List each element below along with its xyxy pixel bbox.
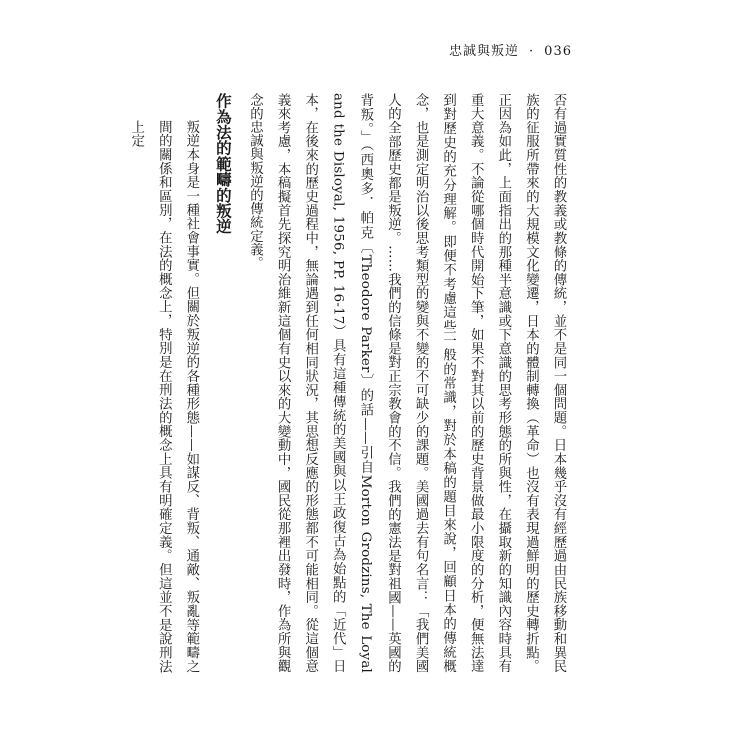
body-text	[128, 93, 572, 673]
paragraph: 叛逆本身是一種社會事實。但關於叛逆的各種形態——如謀反、背叛、通敵、叛亂等範疇之間的關係和區別，在法的概念上，特別是在刑法的概念上具有明確定義。但這並不是說刑法上定	[128, 119, 199, 673]
section-heading: 作為法的範疇的叛逆	[213, 93, 232, 235]
running-header	[449, 40, 572, 59]
paragraph: 否有過實質性的教義或教條的傳統，並不是同一個問題。日本幾乎沒有經歷過由民族移動和異民族的征服所帶來的大規模文化變遷，日本的體制轉換（革命）也沒有表現過鮮明的歷史轉折點。正因為如此，上面指出的那種半意識或下意識的思考形態的所與性，在攝取新的知識內容時具有重大意義。不論從哪個時代開始下筆，如果不對其以前的歷史背景做最小限度的分析，便無法達到對歷史的充分理解。即便不考慮這些一般的常識，對於本稿的題目來說，回顧日本的傳統概念，也是測定明治以後思考類型的變與不變的不可缺少的課題。美國過去有句名言：「我們美國人的全部歷史都是叛逆。……我們的信條是對正宗教會的不信。我們的憲法是對祖國——英國的背叛。」（西奧多．帕克〔Theodore Parker〕的話——引自Morton Grodzins, The Loyal and the Disloyal, 1956, PP. 16-17）具有這種傳統的美國與以王政復古為始點的「近代」日本，在後來的歷史過程中，無論遇到任何相同狀況，其思想反應的形態都不可能相同。從這個意義來考慮，本稿擬首先探究明治維新這個有史以來的大變動中，國民從那裡出發時，作為所與觀念的忠誠與叛逆的傳統定義。	[247, 93, 566, 673]
page-number: 036	[544, 44, 572, 59]
header-separator: ·	[529, 44, 535, 59]
chapter-title: 忠誠與叛逆	[449, 44, 520, 59]
